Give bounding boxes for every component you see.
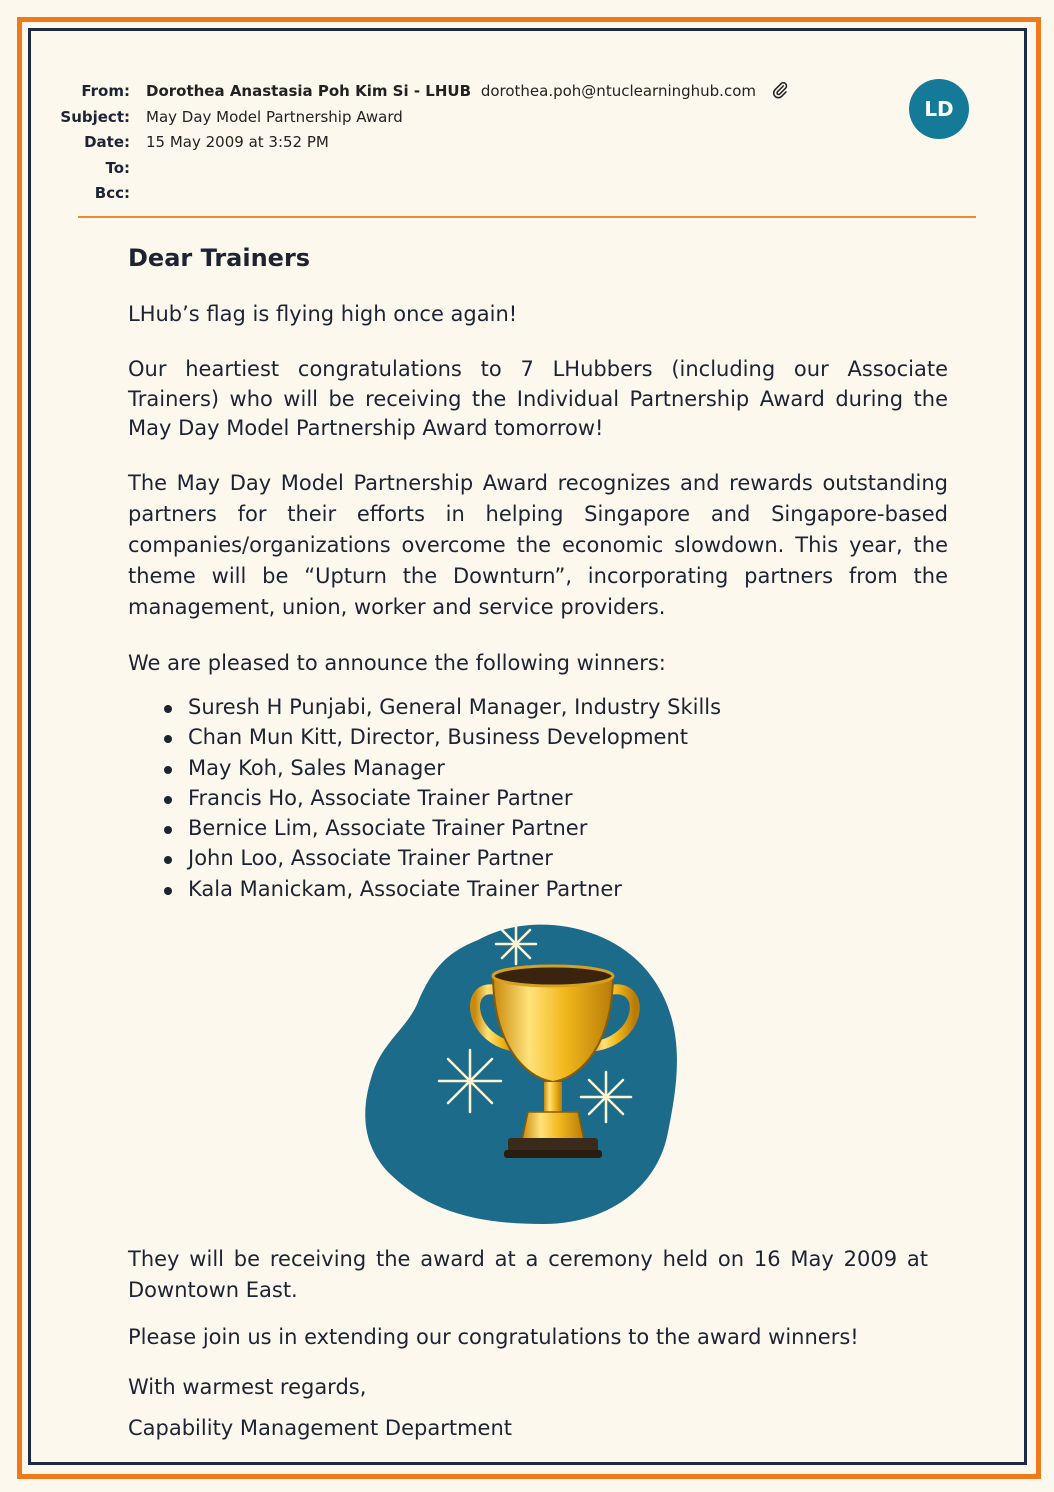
bullet-icon xyxy=(164,887,172,895)
date-label: Date: xyxy=(84,133,130,151)
list-item xyxy=(161,692,721,722)
winners-list xyxy=(161,692,721,904)
bullet-icon xyxy=(164,705,172,713)
sender-email[interactable]: dorothea.poh@ntuclearninghub.com xyxy=(480,82,756,100)
date-value: 15 May 2009 at 3:52 PM xyxy=(146,133,329,151)
email-header xyxy=(60,79,960,207)
list-item xyxy=(161,753,721,783)
winner-name: May Koh, Sales Manager xyxy=(188,755,445,780)
ceremony-paragraph: They will be receiving the award at a ceremony held on 16 May 2009 at Downtown East. xyxy=(128,1247,928,1302)
bullet-icon xyxy=(164,735,172,743)
subject-value: May Day Model Partnership Award xyxy=(146,107,403,126)
list-item xyxy=(161,783,721,813)
list-item xyxy=(161,722,721,752)
bullet-icon xyxy=(164,796,172,804)
from-value xyxy=(146,79,789,105)
subject-label: Subject: xyxy=(60,107,130,126)
award-description-paragraph: The May Day Model Partnership Award recognizes and rewards outstanding partners for their efforts in helping Singapore and Singapore-based companies/organizations overcome the economic slowdown. This year, the theme will be “Upturn the Downturn”, incorporating partners from the management, union, worker and service providers. xyxy=(128,471,948,619)
congratulations-paragraph: Our heartiest congratulations to 7 LHubbers (including our Associate Trainers) who will be receiving the Individual Partnership Award during the May Day Model Partnership Award tomorrow! xyxy=(128,357,948,440)
bcc-label: Bcc: xyxy=(94,184,130,202)
sparkle-icon xyxy=(439,1050,501,1112)
sparkle-icon xyxy=(581,1072,631,1122)
from-label: From: xyxy=(81,82,130,100)
winner-name: Kala Manickam, Associate Trainer Partner xyxy=(188,876,622,901)
header-divider xyxy=(78,216,976,218)
greeting: Dear Trainers xyxy=(128,244,311,272)
list-item xyxy=(161,843,721,873)
sparkle-icon xyxy=(496,924,536,964)
to-row xyxy=(60,156,960,182)
join-us-paragraph: Please join us in extending our congratulations to the award winners! xyxy=(128,1325,859,1349)
intro-paragraph: LHub’s flag is flying high once again! xyxy=(128,302,518,326)
closing: With warmest regards, xyxy=(128,1375,367,1399)
paperclip-icon[interactable] xyxy=(771,81,789,99)
winners-intro: We are pleased to announce the following winners: xyxy=(128,651,666,675)
to-label: To: xyxy=(105,158,130,177)
signature: Capability Management Department xyxy=(128,1416,512,1440)
subject-row xyxy=(60,105,960,131)
winner-name: Francis Ho, Associate Trainer Partner xyxy=(188,785,573,810)
winner-name: Bernice Lim, Associate Trainer Partner xyxy=(188,816,588,841)
from-row xyxy=(60,79,960,105)
bullet-icon xyxy=(164,826,172,834)
sender-name[interactable]: Dorothea Anastasia Poh Kim Si - LHUB xyxy=(146,82,472,100)
winner-name: John Loo, Associate Trainer Partner xyxy=(188,846,553,871)
list-item xyxy=(161,874,721,904)
great-job-trophy-image xyxy=(358,912,688,1230)
winner-name: Suresh H Punjabi, General Manager, Industry Skills xyxy=(188,695,722,719)
bcc-row xyxy=(60,181,960,207)
bullet-icon xyxy=(164,766,172,774)
email-body xyxy=(128,240,948,1440)
avatar[interactable]: LD xyxy=(909,79,969,139)
bullet-icon xyxy=(164,856,172,864)
winner-name: Chan Mun Kitt, Director, Business Development xyxy=(188,725,689,750)
date-row xyxy=(60,130,960,156)
list-item xyxy=(161,813,721,843)
